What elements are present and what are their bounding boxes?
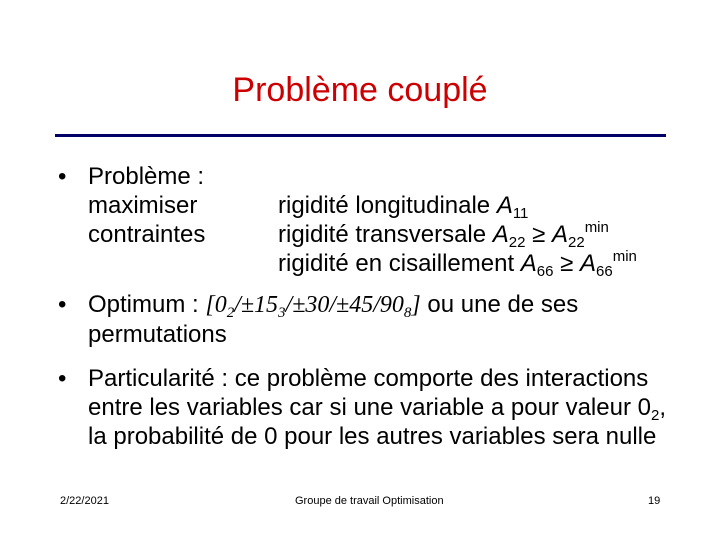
- bullet-problem-line-1: Problème :: [88, 163, 205, 190]
- bullet-problem-line-3: contraintes: [88, 221, 206, 248]
- constraint-transverse: rigidité transversale $A_{22} \ge A_{22}^{min}$: [278, 219, 609, 251]
- bullet-marker: •: [58, 291, 67, 318]
- optimum-formula: $[0_2/\pm 15_3/\pm 30/\pm 45/90_8]$: [205, 292, 421, 321]
- constraints-list: [278, 191, 698, 278]
- bullet-problem-line-2: maximiser: [88, 192, 198, 219]
- footer-date: 2/22/2021: [60, 495, 109, 507]
- bullet-particularity-text: Particularité : ce problème comporte des interactions entre les variables car si une variable a pour valeur $0_2$, la probabilité de 0 pour les autres variables sera nulle: [88, 365, 666, 450]
- bullet-optimum-text: Optimum : $[0_2/\pm 15_3/\pm 30/\pm 45/90_8]$ ou une de ses permutations: [88, 291, 579, 348]
- bullet-marker: •: [58, 365, 67, 392]
- slide-title: Problème couplé: [232, 71, 488, 109]
- constraint-shear: rigidité en cisaillement $A_{66} \ge A_{66}^{min}$: [278, 248, 637, 280]
- footer-page-number: 19: [648, 495, 661, 507]
- bullet-marker: •: [58, 163, 67, 190]
- constraint-longitudinal: rigidité longitudinale $A_{11}$: [278, 192, 529, 222]
- title-divider: [55, 134, 666, 137]
- footer-group-name: Groupe de travail Optimisation: [295, 495, 444, 507]
- bullet-problem-text: [88, 162, 268, 249]
